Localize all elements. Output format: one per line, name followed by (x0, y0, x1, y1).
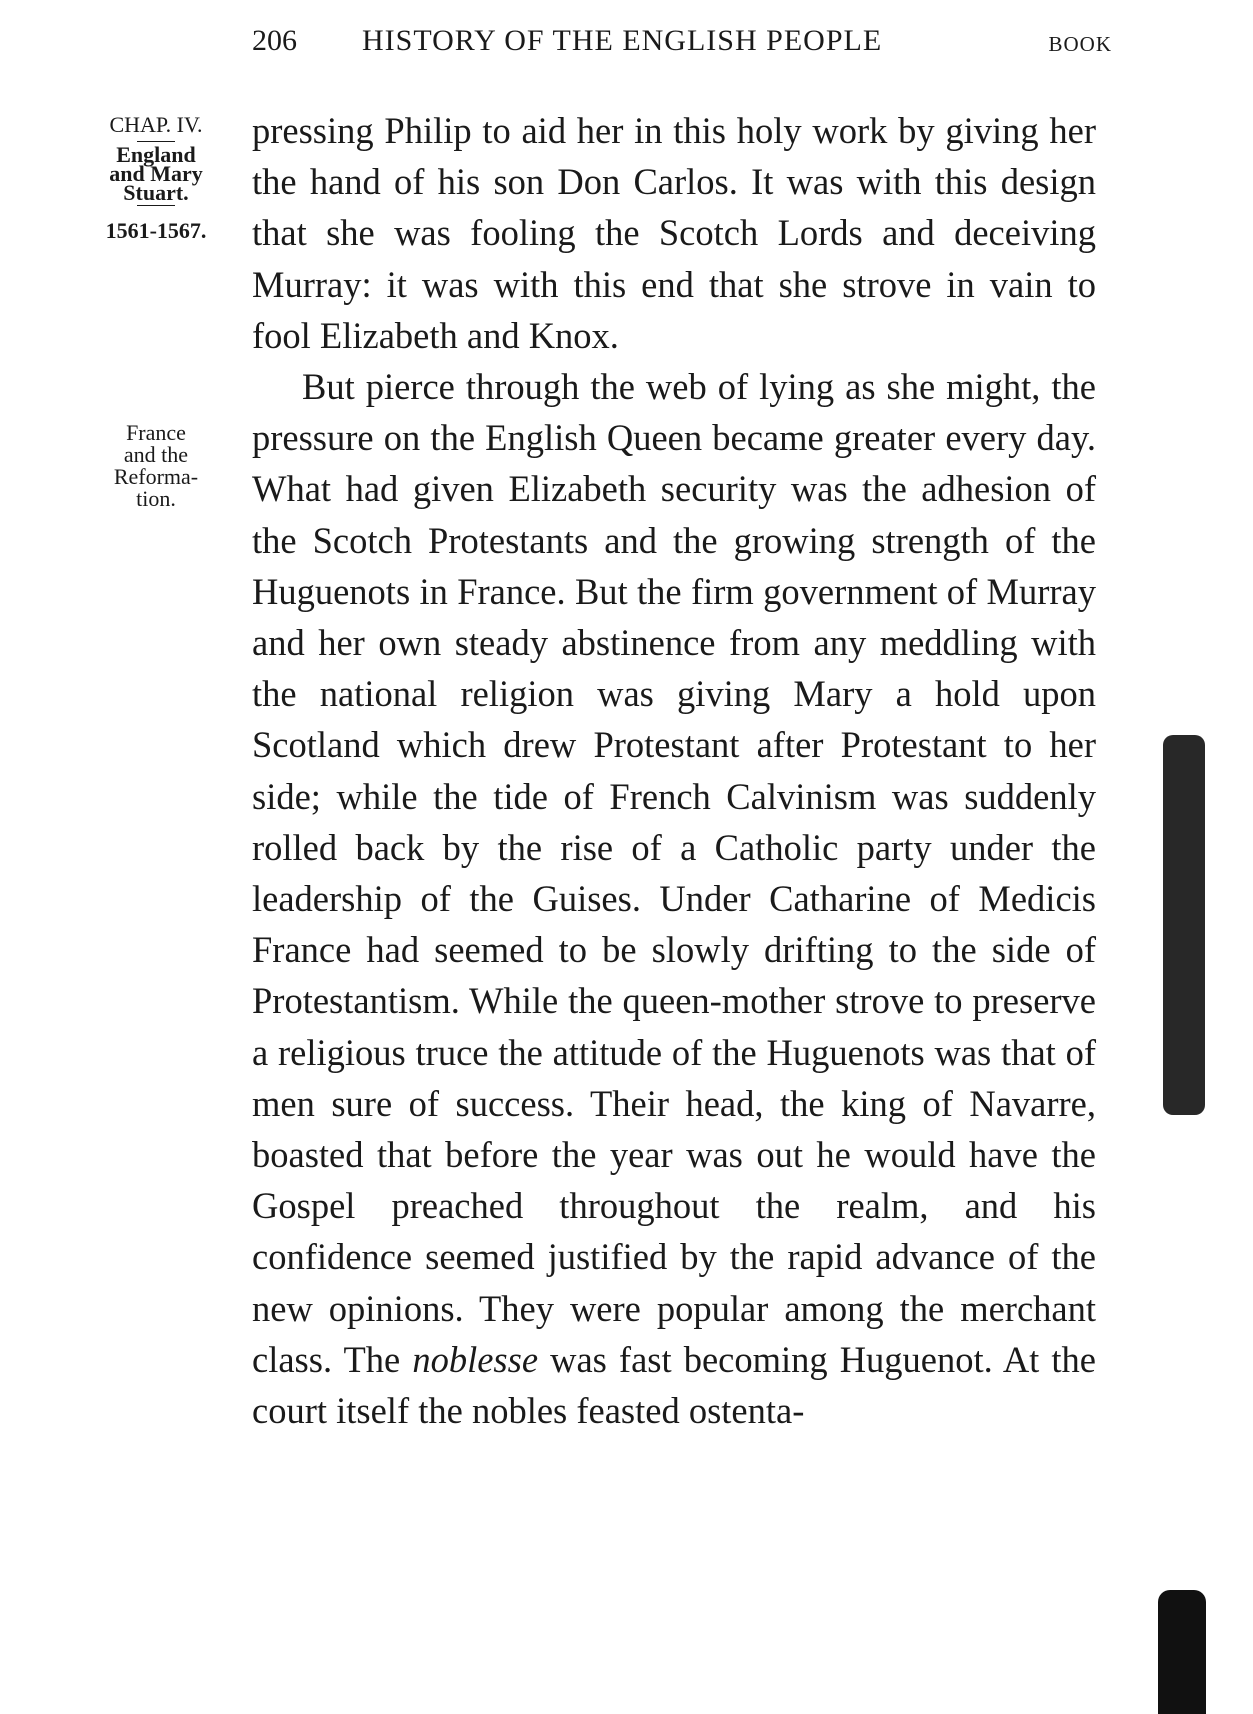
scan-edge-mark (1158, 1590, 1206, 1714)
paragraph: pressing Philip to aid her in this holy work by giving her the hand of his son Don Carlos. It was with this design that she was fooling the Scotch Lords and deceiving Murray: it was with this end that she strove in vain to fool Elizabeth and Knox. (252, 110, 1096, 356)
scan-edge-mark (1163, 735, 1205, 1115)
chapter-dates: 1561-1567. (105, 218, 207, 243)
sidenote-france (86, 422, 226, 510)
page-number: 206 (252, 24, 297, 57)
page-header (252, 18, 1112, 68)
sidenote-line: Reforma- (113, 464, 199, 489)
paragraph-text: was fast becoming Huguenot. At the court itself the nobles feasted ostenta- (252, 1338, 1096, 1432)
chapter-label: CHAP. IV. (109, 112, 203, 137)
running-title: HISTORY OF THE ENGLISH PEOPLE (362, 24, 883, 57)
book-label: BOOK (1048, 32, 1112, 56)
paragraph-text: But pierce through the web of lying as she might, the pressure on the English Queen became greater every day. What had given Elizabeth security was the adhesion of the Scotch Protestants and the growing strength of the Huguenots in France. But the firm government of Murray and her own steady abstinence from any meddling with the national religion was giving Mary a hold upon Scotland which drew Protestant after Protestant to her side; while the tide of French Calvinism was suddenly rolled back by the rise of a Catholic party under the leadership of the Guises. Under Catharine of Medicis France had seemed to be slowly drifting to the side of Protestantism. While the queen-mother strove to preserve a religious truce the attitude of the Huguenots was that of men sure of success. Their head, the king of Navarre, boasted that before the year was out he would have the Gospel preached throughout the realm, and his confidence seemed justified by the rapid advance of the new opinions. They were popular among the merchant class. The (252, 366, 1096, 1380)
sidenote-line: and the (123, 442, 189, 467)
sidenote-rule (137, 205, 175, 206)
body-text (252, 105, 1096, 1436)
topic-line: England (116, 142, 196, 167)
topic-line: Stuart. (123, 180, 189, 205)
paragraph (252, 361, 1096, 1436)
chapter-topic (86, 142, 226, 205)
topic-line: and Mary (109, 161, 203, 186)
sidenote-chapter (86, 112, 226, 244)
sidenote-line: France (126, 420, 186, 445)
italic-word: noblesse (412, 1338, 539, 1380)
sidenote-line: tion. (136, 486, 176, 511)
